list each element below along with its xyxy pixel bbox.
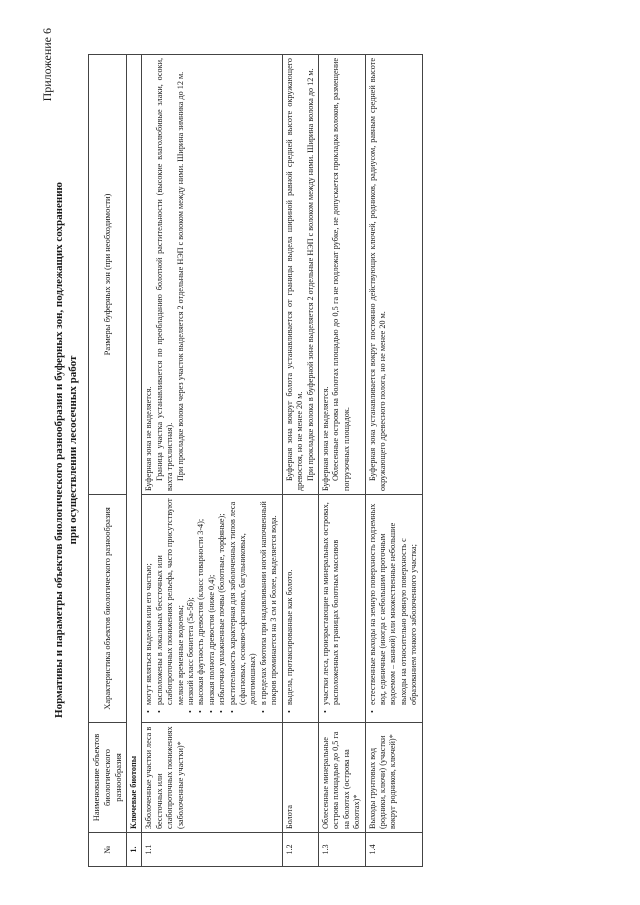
char-item: • низкий класс бонитета (5а-5б); xyxy=(186,498,196,711)
row-name: Болота xyxy=(282,723,318,833)
title-line-1: Нормативы и параметры объектов биологического разнообразия и буферных зон, подлежащих сохранению xyxy=(53,182,65,718)
buffer-paragraph: Буферная зона устанавливается вокруг постоянно действующих ключей, родников, радиусом, равным средней высоте окружающего древесного полога, но не менее 20 м. xyxy=(367,58,387,491)
char-item: • участки леса, произрастающие на минеральных островах, расположенных в границах болотных массивов xyxy=(321,498,342,711)
appendix-label: Приложение 6 xyxy=(40,28,54,102)
row-buffer xyxy=(282,55,318,495)
title-line-2: при осуществлении лесосечных работ xyxy=(67,355,79,545)
header-name: Наименование объектов биологического разнообразия xyxy=(89,723,127,833)
section-num: 1. xyxy=(127,833,142,867)
header-buffer-zone: Размеры буферных зон (при необходимости) xyxy=(89,55,127,495)
row-characteristics xyxy=(318,495,365,723)
buffer-paragraph: При прокладке волока в буферной зоне выделяется 2 отдельные НЭП с волоком между ними. Ширина волока до 12 м. xyxy=(305,68,315,481)
buffer-paragraph: При прокладке волока через участок выделяется 2 отдельные НЭП с волоком между ними. Ширина зимника до 12 м. xyxy=(175,71,185,481)
row-num: 1.1 xyxy=(142,833,282,867)
buffer-paragraph: Граница участка устанавливается по преобладанию болотной растительности (высокие влаголюбивые злаки, осоки, вахта трехлистная). xyxy=(154,58,175,491)
row-num: 1.4 xyxy=(365,833,422,867)
buffer-paragraph: Буферная зона не выделяется. xyxy=(144,386,154,491)
row-characteristics xyxy=(282,495,318,723)
char-item: • могут являться выделом или его частью; xyxy=(144,498,154,711)
row-buffer xyxy=(365,55,422,495)
row-characteristics xyxy=(142,495,282,723)
buffer-paragraph: Буферная зона не выделяется. xyxy=(320,386,330,491)
row-name: Выходы грунтовых вод (родники, ключи) (участки вокруг родников, ключей)* xyxy=(365,723,422,833)
char-item: • естественные выходы на земную поверхность подземных вод, единичные (иногда с небольшим проточным водоемом – ванной) или множественные небольшие выходы на относительно ровную поверхность с образованием тонкого заболоченного участка; xyxy=(368,498,420,711)
row-buffer xyxy=(142,55,282,495)
buffer-paragraph: Облесенные острова на болотах площадью до 0,5 га не подлежат рубке, не допускается прокладка волоков, размещение погрузочных площадок. xyxy=(331,58,351,491)
biodiversity-table xyxy=(88,54,423,867)
char-item: • расположены в локальных бессточных или слабопроточных понижениях рельефа, часто присутствуют мелкие временные водоемы; xyxy=(155,498,186,711)
row-name: Заболоченные участки леса в бессточных или слабопроточных понижениях (заболоченные участки)* xyxy=(142,723,282,833)
char-item: • в пределах биотопа при надавливании ногой напочвенный покров проминается на 3 см и более, выделяется вода. xyxy=(259,498,280,711)
table-row xyxy=(365,55,422,867)
table-row xyxy=(142,55,282,867)
row-characteristics xyxy=(365,495,422,723)
char-item: • растительность характерная для заболоченных типов леса (сфагновых, осоково-сфагновых, багульниковых, долгомошных) xyxy=(228,498,259,711)
header-characteristics: Характеристика объектов биологического разнообразия xyxy=(89,495,127,723)
char-item: • низкая полнота древостоя (ниже 0,4); xyxy=(207,498,217,711)
char-item: • высокая фаутность древостоя (класс товарности 3-4); xyxy=(196,498,206,711)
row-buffer xyxy=(318,55,365,495)
row-num: 1.2 xyxy=(282,833,318,867)
section-title: Ключевые биотопы xyxy=(127,55,142,833)
row-num: 1.3 xyxy=(318,833,365,867)
buffer-paragraph: Буферная зона вокруг болота устанавливается от границы выдела шириной равной средней высоте окружающего древостоя, но не менее 20 м. xyxy=(284,58,305,491)
table-row xyxy=(282,55,318,867)
section-row xyxy=(127,55,142,867)
table-header-row xyxy=(89,55,127,867)
char-item: • избыточно увлажненные почвы (болотные, торфяные); xyxy=(217,498,227,711)
row-name: Облесенные минеральные острова площадью до 0,5 га на болотах (острова на болотах)* xyxy=(318,723,365,833)
document-title xyxy=(52,55,80,845)
table-row xyxy=(318,55,365,867)
header-num: № xyxy=(89,833,127,867)
char-item: • выдела, протаксированные как болото. xyxy=(285,498,295,711)
